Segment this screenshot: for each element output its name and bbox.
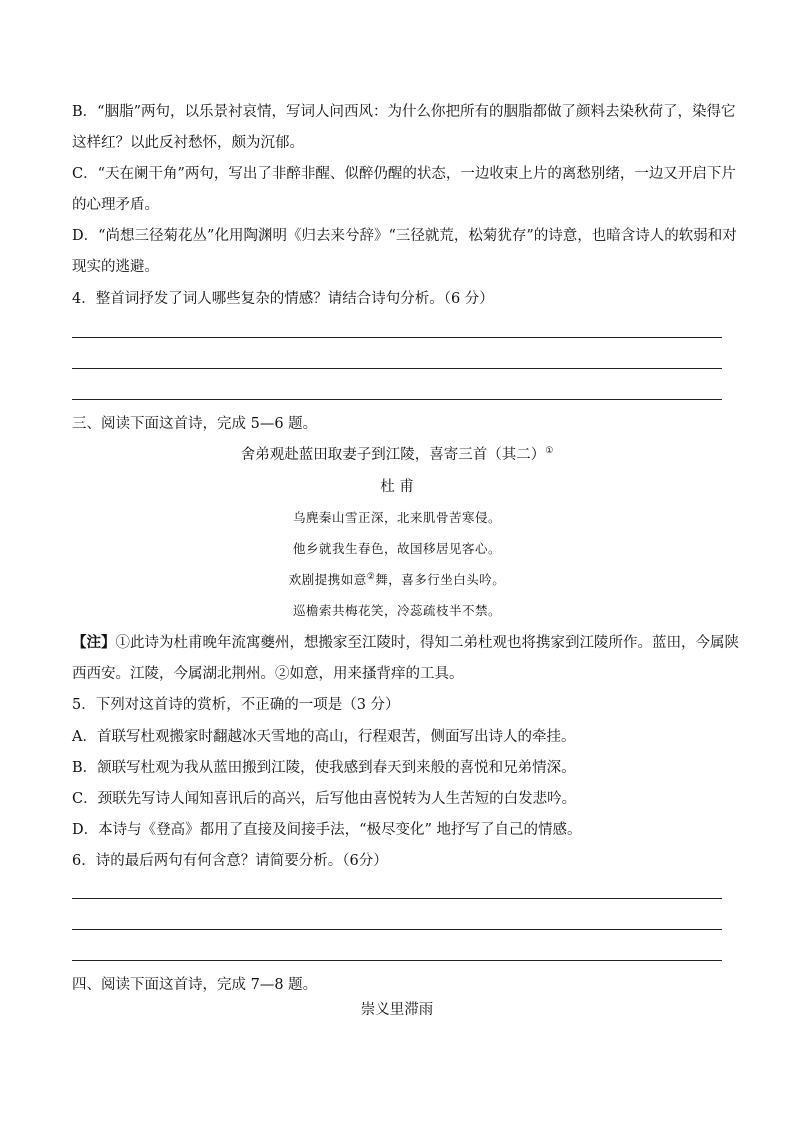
poem-line-3 <box>0 572 794 588</box>
poem-line-2: 他乡就我生春色，故国移居见客心。 <box>292 541 501 556</box>
q3-option-d-line2: 现实的逃避。 <box>72 259 159 275</box>
answer-line[interactable] <box>72 399 722 400</box>
q5-option-d: D．本诗与《登高》都用了直接及间接手法，“极尽变化” 地抒写了自己的情感。 <box>72 822 582 838</box>
q3-option-d-line1: D．“尚想三径菊花丛”化用陶渊明《归去来兮辞》“三径就荒，松菊犹存”的诗意，也暗含诗人的软弱和对 <box>72 228 737 244</box>
answer-line[interactable] <box>72 960 722 961</box>
question-4: 4．整首词抒发了词人哪些复杂的情感？请结合诗句分析。（6 分） <box>72 291 494 307</box>
poem-line-3-part-a: 欢剧提携如意 <box>288 572 367 587</box>
question-6: 6．诗的最后两句有何含意？请简要分析。（6分） <box>72 853 388 869</box>
q5-option-b: B．颔联写杜观为我从蓝田搬到江陵，使我感到春天到来般的喜悦和兄弟情深。 <box>72 760 576 776</box>
note-label: 【注】 <box>72 634 116 651</box>
answer-line[interactable] <box>72 368 722 369</box>
poem-notes-line1 <box>72 634 739 652</box>
q3-option-b-line2: 这样红？以此反衬愁怀，颇为沉郁。 <box>72 135 304 151</box>
question-5: 5．下列对这首诗的赏析，不正确的一项是（3 分） <box>72 697 400 713</box>
poem-title-text: 舍弟观赴蓝田取妻子到江陵，喜寄三首（其二） <box>240 447 546 463</box>
note-text: ①此诗为杜甫晚年流寓夔州，想搬家至江陵时，得知二弟杜观也将携家到江陵所作。蓝田，今属陕 <box>115 635 739 651</box>
poem-title <box>0 446 794 464</box>
section-3-heading: 三、阅读下面这首诗，完成 5—6 题。 <box>72 416 318 432</box>
poem-author: 杜 甫 <box>380 479 414 495</box>
poem-notes-line2: 西西安。江陵，今属湖北荆州。②如意，用来搔背痒的工具。 <box>72 666 464 682</box>
poem-line-4: 巡檐索共梅花笑，冷蕊疏枝半不禁。 <box>292 603 501 618</box>
q5-option-a: A．首联写杜观搬家时翻越冰天雪地的高山，行程艰苦，侧面写出诗人的牵挂。 <box>72 729 576 745</box>
poem-line-3-part-b: 舞，喜多行坐白头吟。 <box>375 572 506 587</box>
section-4-heading: 四、阅读下面这首诗，完成 7—8 题。 <box>72 977 318 993</box>
section-4-poem-title: 崇义里滞雨 <box>360 1002 434 1018</box>
q3-option-c-line2: 的心理矛盾。 <box>72 197 159 213</box>
q3-option-b-line1: B．“胭脂”两句，以乐景衬哀情，写词人问西风：为什么你把所有的胭脂都做了颜料去染秋荷了，染得它 <box>72 104 736 120</box>
q3-option-c-line1: C．“天在阑干角”两句，写出了非醉非醒、似醉仍醒的状态，一边收束上片的离愁别绪，一边又开启下片 <box>72 166 736 182</box>
answer-line[interactable] <box>72 898 722 899</box>
answer-line[interactable] <box>72 929 722 930</box>
poem-line-1: 乌麂秦山雪正深，北来肌骨苦寒侵。 <box>292 510 501 525</box>
answer-line[interactable] <box>72 337 722 338</box>
poem-line-3-footnote-mark: ② <box>366 571 376 582</box>
poem-title-footnote-mark: ① <box>545 446 554 457</box>
q5-option-c: C．颈联先写诗人闻知喜讯后的高兴，后写他由喜悦转为人生苦短的白发悲吟。 <box>72 791 577 807</box>
